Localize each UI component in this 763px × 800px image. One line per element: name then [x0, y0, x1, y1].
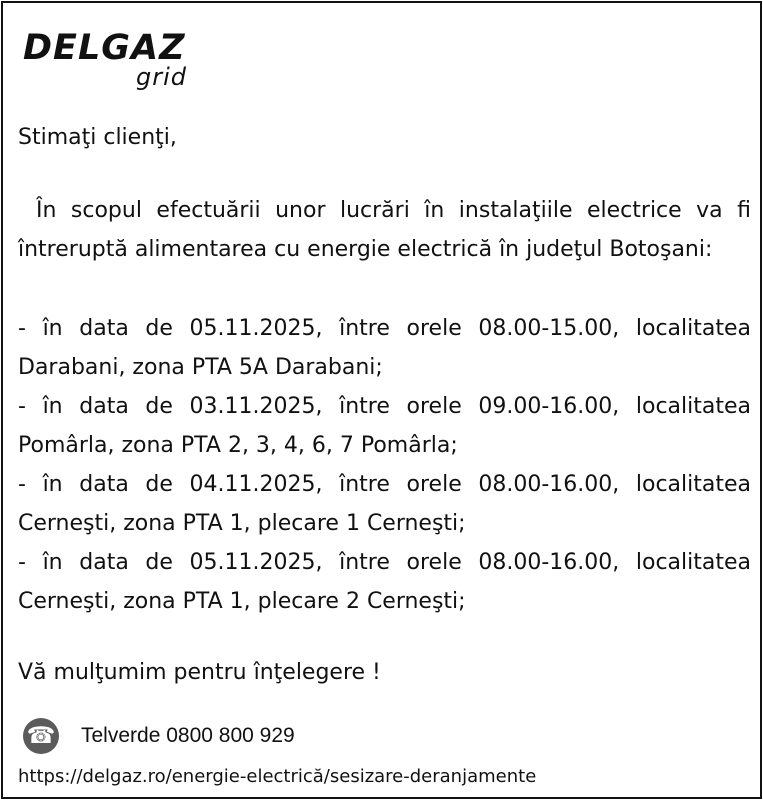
schedule-item: - în data de 05.11.2025, între orele 08.00-15.00, localitatea Darabani, zona PTA 5A Darabani; [18, 316, 751, 380]
schedule-item: - în data de 04.11.2025, între orele 08.00-16.00, localitatea Cerneşti, zona PTA 1, plecare 1 Cerneşti; [18, 472, 751, 536]
hotline-number: Telverde 0800 800 929 [81, 724, 295, 747]
logo-sub-text: grid [135, 63, 187, 91]
closing-message: Vă mulţumim pentru înţelegere ! [18, 660, 381, 685]
phone-contact [23, 718, 523, 756]
logo-main-text: DELGAZ [23, 28, 186, 68]
outage-notice [1, 1, 762, 799]
delgaz-grid-logo [23, 28, 193, 93]
intro-paragraph: În scopul efectuării unor lucrări în instalaţiile electrice va fi întreruptă alimentarea cu energie electrică în judeţul Botoşani: [18, 198, 751, 262]
schedule-item: - în data de 03.11.2025, între orele 09.00-16.00, localitatea Pomârla, zona PTA 2, 3, 4, 6, 7 Pomârla; [18, 394, 751, 458]
website-link[interactable]: https://delgaz.ro/energie-electrică/sesizare-deranjamente [18, 766, 537, 787]
phone-icon: ☎ [23, 718, 59, 754]
greeting: Stimaţi clienţi, [18, 125, 177, 150]
schedule-item: - în data de 05.11.2025, între orele 08.00-16.00, localitatea Cerneşti, zona PTA 1, plecare 2 Cerneşti; [18, 550, 751, 614]
outage-schedule [18, 309, 751, 621]
